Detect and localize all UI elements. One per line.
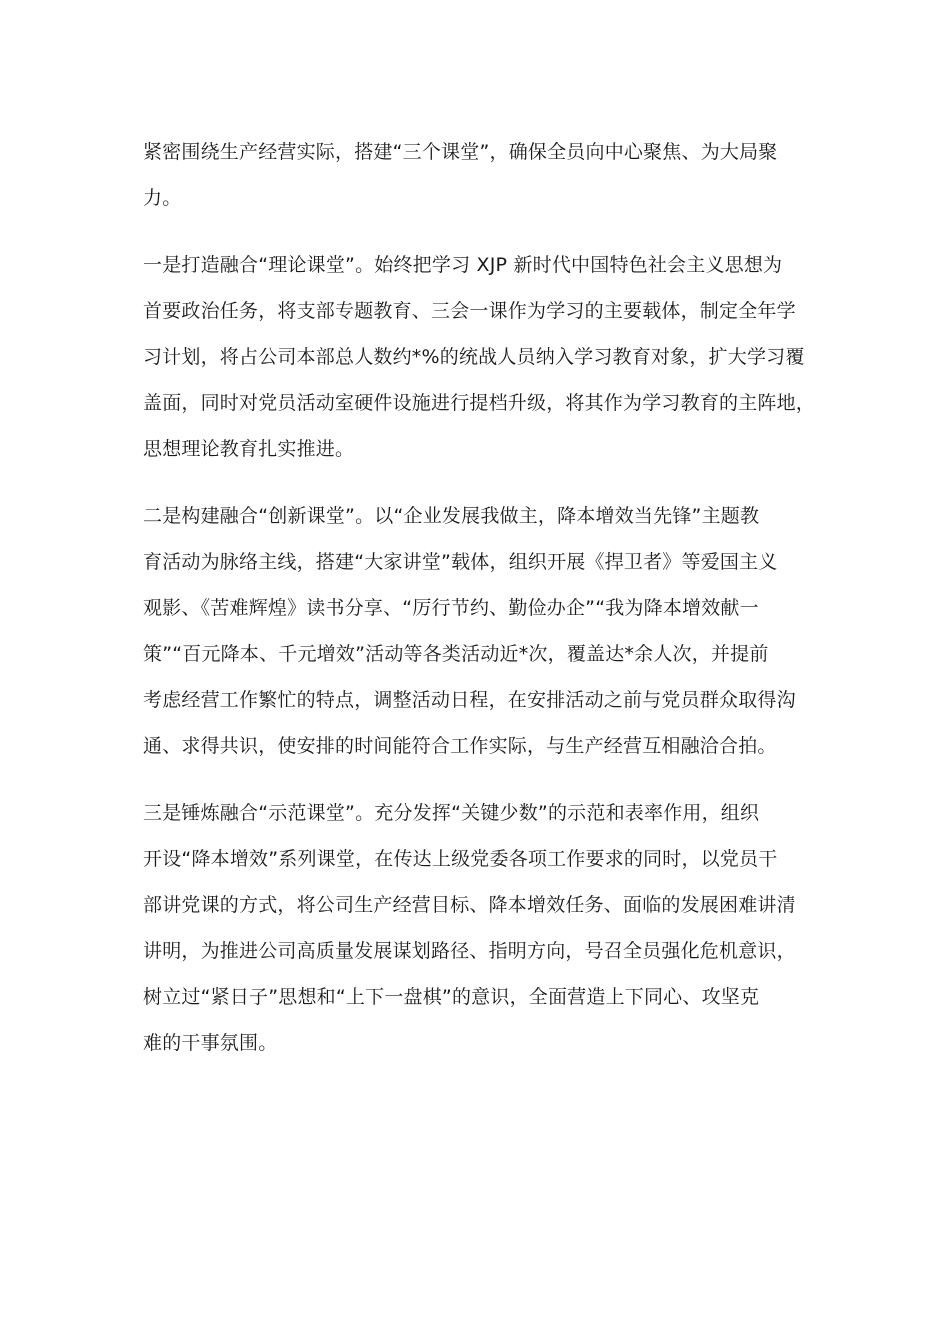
text-line: 难的干事氛围。 — [143, 1032, 278, 1054]
text-line: 紧密围绕生产经营实际，搭建“三个课堂”，确保全员向中心聚焦、为大局聚 — [143, 141, 778, 163]
paragraph-innovation-classroom — [143, 493, 813, 769]
paragraph-spacing — [143, 221, 813, 242]
paragraph-demonstration-classroom — [143, 790, 813, 1066]
paragraph-intro — [143, 129, 813, 221]
text-line: 开设“降本增效”系列课堂，在传达上级党委各项工作要求的同时，以党员干 — [143, 848, 778, 870]
paragraph-spacing — [143, 472, 813, 493]
text-line: 策”“百元降本、千元增效”活动等各类活动近*次，覆盖达*余人次，并提前 — [143, 643, 769, 665]
text-line: 考虑经营工作繁忙的特点，调整活动日程，在安排活动之前与党员群众取得沟 — [143, 689, 796, 711]
text-line: 树立过“紧日子”思想和“上下一盘棋”的意识，全面营造上下同心、攻坚克 — [143, 986, 760, 1008]
text-line: 三是锤炼融合“示范课堂”。充分发挥“关键少数”的示范和表率作用，组织 — [143, 802, 760, 824]
paragraph-spacing — [143, 769, 813, 790]
text-line: 习计划，将占公司本部总人数约*%的统战人员纳入学习教育对象，扩大学习覆 — [143, 346, 805, 368]
text-line: 部讲党课的方式，将公司生产经营目标、降本增效任务、面临的发展困难讲清 — [143, 894, 796, 916]
document-body — [143, 129, 816, 1066]
text-line: 思想理论教育扎实推进。 — [143, 438, 355, 460]
text-line: 盖面，同时对党员活动室硬件设施进行提档升级，将其作为学习教育的主阵地， — [143, 392, 816, 414]
text-line: 首要政治任务，将支部专题教育、三会一课作为学习的主要载体，制定全年学 — [143, 300, 796, 322]
text-line: 讲明，为推进公司高质量发展谋划路径、指明方向，号召全员强化危机意识， — [143, 940, 796, 962]
text-line: 二是构建融合“创新课堂”。以“企业发展我做主，降本增效当先锋”主题教 — [143, 505, 760, 527]
text-line: 力。 — [143, 187, 182, 209]
text-line: 育活动为脉络主线，搭建“大家讲堂”载体，组织开展《捍卫者》等爱国主义 — [143, 551, 778, 573]
text-line: 一是打造融合“理论课堂”。始终把学习 XJP 新时代中国特色社会主义思想为 — [143, 254, 783, 276]
paragraph-theory-classroom — [143, 242, 816, 472]
text-line: 通、求得共识，使安排的时间能符合工作实际，与生产经营互相融洽合拍。 — [143, 735, 777, 757]
text-line: 观影、《苦难辉煌》读书分享、“厉行节约、勤俭办企”“我为降本增效献一 — [143, 597, 759, 619]
